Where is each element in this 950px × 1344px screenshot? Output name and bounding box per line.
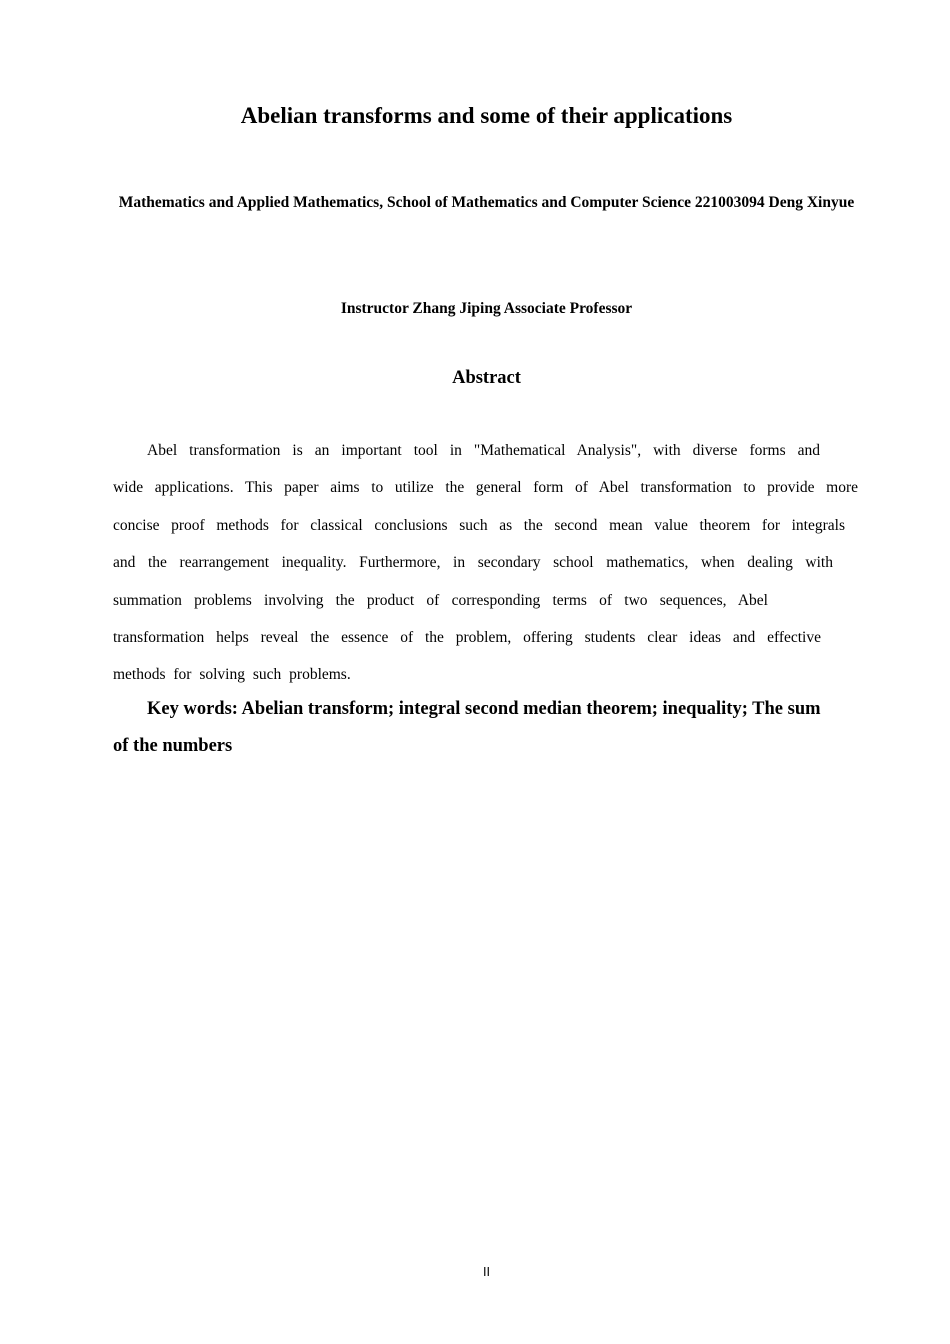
abstract-line: Abel transformation is an important tool in "Mathematical Analysis", with diverse forms and [147,442,820,459]
abstract-line: methods for solving such problems. [113,666,351,684]
keywords [113,691,858,765]
abstract-line: and the rearrangement inequality. Furthermore, in secondary school mathematics, when dealing with [113,554,833,572]
instructor-line: Instructor Zhang Jiping Associate Professor [340,300,633,317]
keywords-line: of the numbers [113,736,233,756]
author-affiliation: Mathematics and Applied Mathematics, School of Mathematics and Computer Science 221003094 Deng Xinyue [118,194,855,211]
abstract-heading: Abstract [452,368,521,388]
abstract-line: transformation helps reveal the essence of the problem, offering students clear ideas and effective [113,629,821,647]
abstract-line: concise proof methods for classical conclusions such as the second mean value theorem for integrals [113,516,845,534]
page-number: II [482,1265,491,1279]
abstract-body [113,432,858,694]
paper-title: Abelian transforms and some of their applications [240,103,733,128]
abstract-line: wide applications. This paper aims to utilize the general form of Abel transformation to provide more [113,479,858,497]
abstract-line: summation problems involving the product of corresponding terms of two sequences, Abel [113,591,768,609]
keywords-line: Key words: Abelian transform; integral second median theorem; inequality; The sum [147,699,821,719]
